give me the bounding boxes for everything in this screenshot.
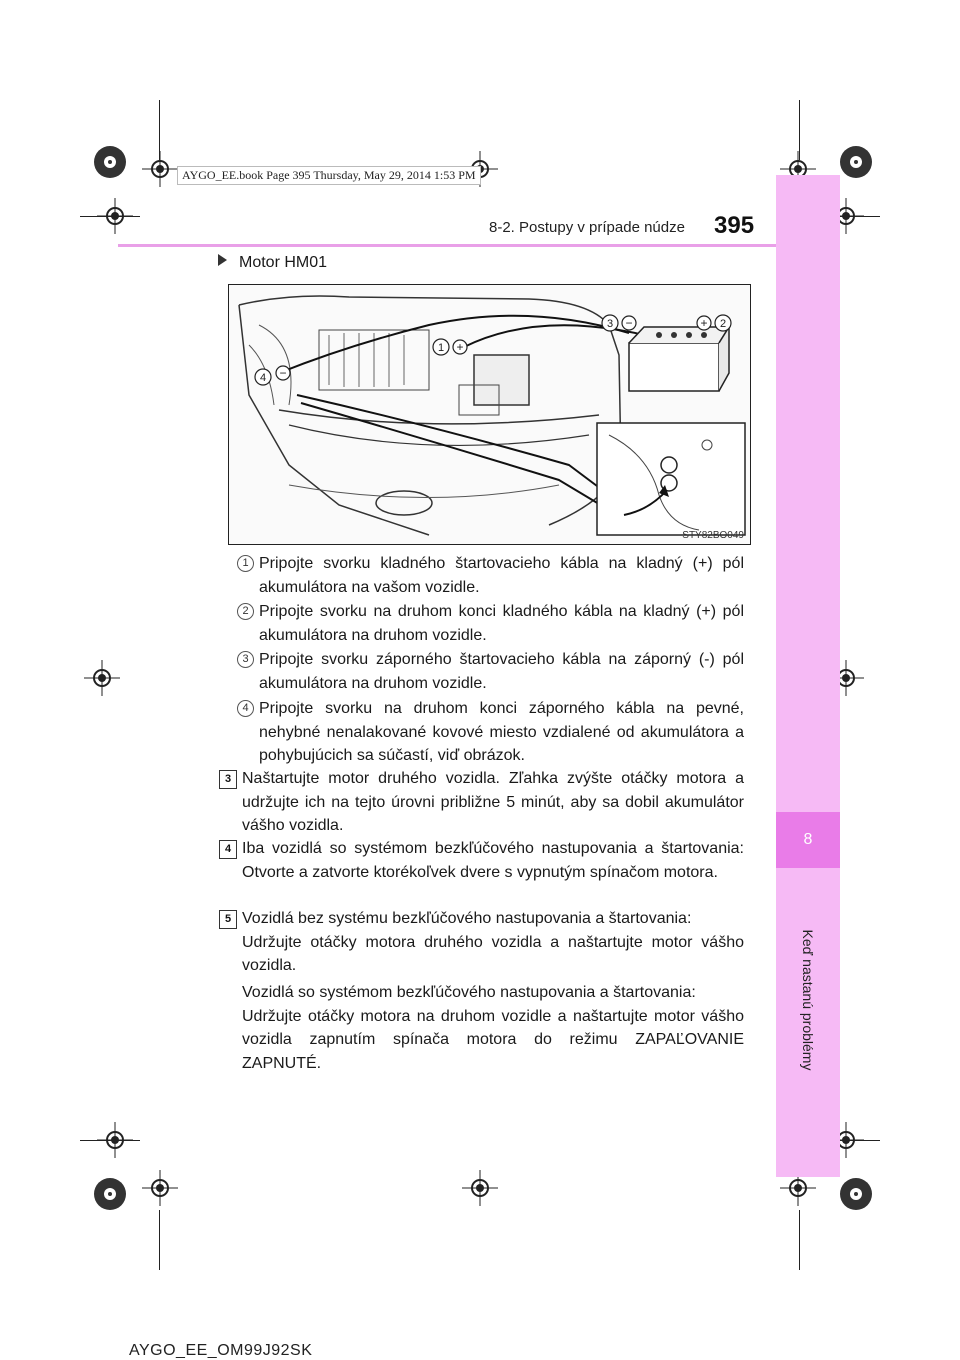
crosshair-mark-icon (142, 151, 178, 187)
svg-text:3: 3 (606, 318, 614, 330)
step-5-title-a: Vozidlá bez systému bezkľúčového nastupovania a štartovania: (242, 910, 692, 927)
svg-text:+: + (700, 316, 708, 330)
callout-1-icon (433, 339, 467, 355)
engine-drawing (229, 285, 750, 544)
chapter-title-vertical (798, 860, 818, 1140)
substep-1-marker: 1 (237, 555, 254, 572)
svg-text:+: + (456, 340, 464, 354)
callout-4-icon (255, 366, 290, 385)
step-4-text: Iba vozidlá so systémom bezkľúčového nastupovania a štartovania: Otvorte a zatvorte ktorékoľvek dvere s vypnutým spínačom motora. (242, 840, 744, 881)
step-5-text-b (242, 981, 744, 1075)
step-3-marker: 3 (219, 770, 237, 789)
step-5-body-b: Udržujte otáčky motora na druhom vozidle a naštartujte motor vášho vozidla zapnutím spínača motora do režimu ZAPAĽOVANIE ZAPNUTÉ. (242, 1007, 744, 1072)
trim-line (159, 100, 160, 160)
registration-mark-icon (838, 1176, 874, 1212)
trim-line (799, 100, 800, 160)
svg-text:2: 2 (719, 318, 727, 330)
step-3-text: Naštartujte motor druhého vozidla. Zľahka zvýšte otáčky motora a udržujte ich na tejto úrovni približne 5 minút, aby sa dobil akumulátor vášho vozidla. (242, 770, 744, 834)
step-5-body-a: Udržujte otáčky motora druhého vozidla a naštartujte motor vášho vozidla. (242, 933, 744, 974)
triangle-bullet-icon (218, 254, 227, 266)
trim-line (80, 216, 140, 217)
step-5-marker: 5 (219, 910, 237, 929)
trim-line (159, 1210, 160, 1270)
page-number: 395 (714, 212, 755, 239)
chapter-title: Keď nastanú problémy (800, 929, 816, 1071)
crosshair-mark-icon (462, 1170, 498, 1206)
engine-illustration (228, 284, 751, 545)
step-5-title-b: Vozidlá so systémom bezkľúčového nastupovania a štartovania: (242, 984, 696, 1001)
svg-text:−: − (625, 316, 633, 330)
trim-line (80, 1140, 140, 1141)
registration-mark-icon (838, 144, 874, 180)
book-info: AYGO_EE.book Page 395 Thursday, May 29, 2014 1:53 PM (177, 166, 481, 185)
chapter-number: 8 (803, 831, 813, 848)
substep-4-marker: 4 (237, 700, 254, 717)
document-code: AYGO_EE_OM99J92SK (129, 1342, 313, 1359)
registration-mark-icon (92, 144, 128, 180)
section-title: 8-2. Postupy v prípade núdze (489, 219, 685, 236)
substep-2-marker: 2 (237, 603, 254, 620)
substep-3-marker: 3 (237, 651, 254, 668)
substep-4-text: Pripojte svorku na druhom konci záporného kábla na pevné, nehybné nenalakované kovové miesto vzdialené od akumulátora a pohybujúcich sa súčastí, viď obrázok. (259, 700, 744, 764)
step-5-text-a (242, 907, 744, 978)
header-rule (118, 244, 776, 247)
crosshair-mark-icon (142, 1170, 178, 1206)
registration-mark-icon (92, 1176, 128, 1212)
substep-2-text: Pripojte svorku na druhom konci kladného kábla na kladný (+) pól akumulátora na druhom vozidle. (259, 603, 744, 644)
svg-text:1: 1 (437, 342, 445, 354)
callout-3-icon (602, 315, 636, 331)
step-4-marker: 4 (219, 840, 237, 859)
svg-text:4: 4 (259, 372, 267, 384)
subsection-title (218, 254, 327, 272)
crosshair-mark-icon (84, 660, 120, 696)
substep-1-text: Pripojte svorku kladného štartovacieho kábla na kladný (+) pól akumulátora na vašom vozidle. (259, 555, 744, 596)
subsection-label: Motor HM01 (239, 254, 328, 271)
trim-line (799, 1210, 800, 1270)
svg-text:−: − (279, 366, 287, 380)
substep-3-text: Pripojte svorku záporného štartovacieho kábla na záporný (-) pól akumulátora na druhom vozidle. (259, 651, 744, 692)
figure-code: STY82BO049 (682, 530, 744, 541)
